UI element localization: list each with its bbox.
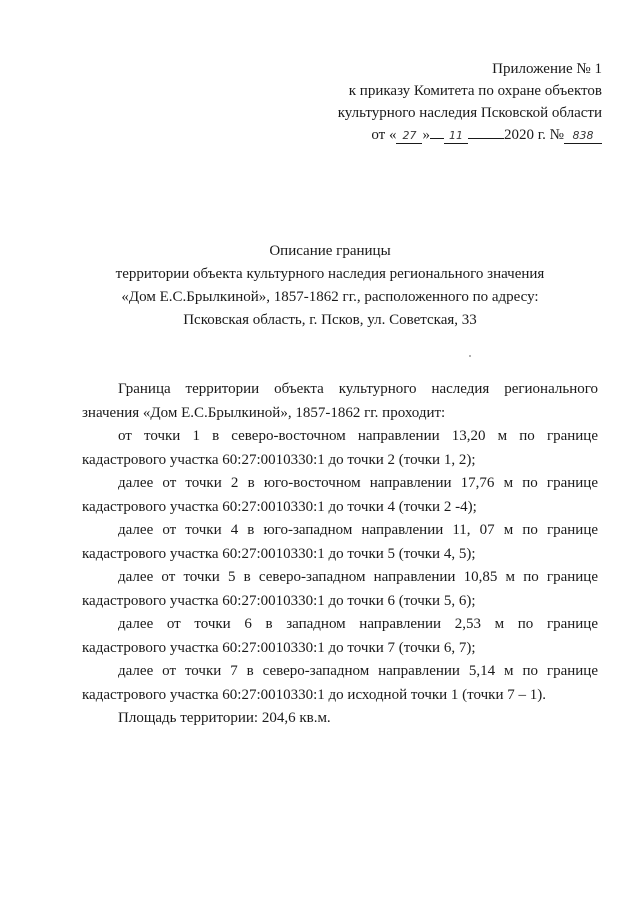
- text-row: от точки 1 в северо-восточном направлении 13,20 м по границе: [118, 428, 598, 444]
- text-row: кадастрового участка 60:27:0010330:1 до исходной точки 1 (точки 7 – 1).: [82, 686, 546, 703]
- date-prefix: от «: [371, 127, 397, 143]
- text-row: кадастрового участка 60:27:0010330:1 до точки 4 (точки 2 -4);: [82, 498, 477, 515]
- date-blank-2: [468, 124, 504, 139]
- appendix-order-line: к приказу Комитета по охране объектов: [348, 83, 602, 99]
- title-line-4: Псковская область, г. Псков, ул. Советская, 33: [183, 312, 477, 328]
- scan-speck: [469, 355, 471, 357]
- boundary-description: [82, 378, 598, 731]
- text-row: далее от точки 5 в северо-западном направлении 10,85 м по границе: [118, 569, 598, 585]
- date-blank-1: [430, 124, 444, 139]
- text-row: значения «Дом Е.С.Брылкиной», 1857-1862 гг. проходит:: [82, 404, 446, 421]
- appendix-date-line: [338, 124, 602, 146]
- appendix-committee-line: культурного наследия Псковской области: [337, 105, 602, 121]
- text-row: далее от точки 6 в западном направлении 2,53 м по границе: [118, 616, 598, 632]
- text-row: кадастрового участка 60:27:0010330:1 до точки 2 (точки 1, 2);: [82, 451, 476, 468]
- title-line-2: территории объекта культурного наследия регионального значения: [115, 266, 545, 282]
- description-title: [80, 240, 580, 332]
- date-year: 2020 г. №: [503, 127, 564, 143]
- text-row: далее от точки 4 в юго-западном направлении 11, 07 м по границе: [118, 522, 598, 538]
- title-line-3: «Дом Е.С.Брылкиной», 1857-1862 гг., расположенного по адресу:: [121, 289, 539, 305]
- text-row: далее от точки 2 в юго-восточном направлении 17,76 м по границе: [118, 475, 598, 491]
- date-month: 11: [444, 129, 468, 144]
- text-row: кадастрового участка 60:27:0010330:1 до точки 5 (точки 4, 5);: [82, 545, 476, 562]
- title-line-1: Описание границы: [269, 243, 391, 259]
- text-row: кадастрового участка 60:27:0010330:1 до точки 7 (точки 6, 7);: [82, 639, 476, 656]
- order-number: 838: [564, 129, 602, 144]
- text-row: далее от точки 7 в северо-западном направлении 5,14 м по границе: [118, 663, 598, 679]
- area-row: Площадь территории: 204,6 кв.м.: [118, 710, 331, 726]
- date-mid: »: [422, 127, 430, 143]
- appendix-header: [338, 58, 602, 146]
- date-day: 27: [396, 129, 422, 144]
- appendix-title: Приложение № 1: [492, 61, 602, 77]
- text-row: Граница территории объекта культурного наследия регионального: [118, 381, 598, 397]
- text-row: кадастрового участка 60:27:0010330:1 до точки 6 (точки 5, 6);: [82, 592, 476, 609]
